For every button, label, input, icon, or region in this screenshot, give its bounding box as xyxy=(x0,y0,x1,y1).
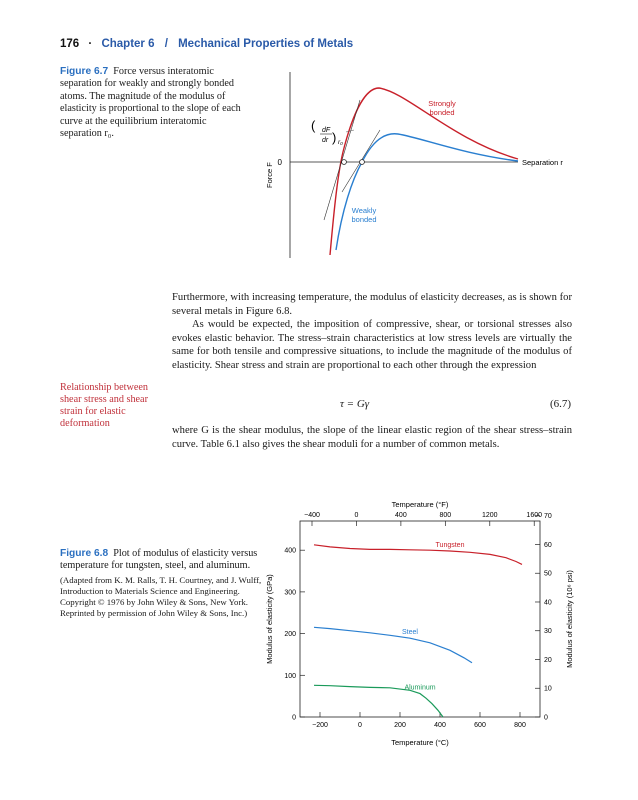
figure-6-8-label: Figure 6.8 xyxy=(60,548,109,559)
bottom-axis-title: Temperature (°C) xyxy=(391,738,449,747)
series-label-tungsten: Tungsten xyxy=(435,542,465,550)
strongly-bonded-label-2: bonded xyxy=(429,108,455,117)
right-tick-label: 70 xyxy=(544,513,552,521)
right-tick-label: 0 xyxy=(544,714,548,722)
equation-6-7: τ = Gγ xyxy=(340,398,370,410)
weakly-bonded-label-1: Weakly xyxy=(351,206,377,215)
right-tick-label: 40 xyxy=(544,599,552,607)
paragraph-2: As would be expected, the imposition of compressive, shear, or torsional stresses also evokes elastic behavior. The stress–strain characteristics at low stress levels are virtually the same for both tensile and compressive situations, to include the magnitude of the modulus of elasticity. Shear stress and strain are proportional to each other through the expression xyxy=(172,319,572,371)
paragraph-1: Furthermore, with increasing temperature, the modulus of elasticity decreases, as is shown for several metals in Figure 6.8. xyxy=(172,292,572,317)
figure-6-7-caption xyxy=(60,66,270,140)
force-axis-label: Force F xyxy=(265,162,274,188)
page-number: 176 xyxy=(60,38,80,50)
top-tick-label: 800 xyxy=(439,512,452,519)
header-slash: / xyxy=(164,38,168,50)
margin-note: Relationship between shear stress and shear strain for elastic deformation xyxy=(60,382,148,429)
x-tick-label: −200 xyxy=(312,722,328,729)
series-label-aluminum: Aluminum xyxy=(404,684,436,692)
y-tick-label: 300 xyxy=(284,589,296,597)
paragraph-3: where G is the shear modulus, the slope of the linear elastic region of the shear stress–strain curve. Table 6.1 also gives the shear moduli for a number of common metals. xyxy=(172,425,572,450)
series-line-steel xyxy=(314,627,472,663)
x-tick-label: 600 xyxy=(474,722,486,729)
x-tick-label: 400 xyxy=(434,722,446,729)
caption-line: curve at the equilibrium interatomic xyxy=(60,115,207,127)
right-axis-title: Modulus of elasticity (10⁶ psi) xyxy=(565,570,574,668)
figure-6-8-caption xyxy=(60,548,265,619)
deriv-pointer xyxy=(346,130,354,132)
top-tick-label: 0 xyxy=(354,512,359,519)
right-tick-label: 10 xyxy=(544,685,552,693)
figure-6-8-chart xyxy=(258,495,588,750)
series-label-steel: Steel xyxy=(402,629,418,637)
top-tick-label: 400 xyxy=(395,512,407,519)
origin-label: 0 xyxy=(277,158,282,167)
caption-line: separation r₀. xyxy=(60,128,114,140)
left-axis-title: Modulus of elasticity (GPa) xyxy=(265,574,274,664)
x-tick-label: 0 xyxy=(358,722,362,729)
strong-equilibrium-point xyxy=(342,160,347,165)
series-line-tungsten xyxy=(314,545,522,565)
body-text-top xyxy=(172,291,572,373)
deriv-close-paren: ) xyxy=(332,130,337,145)
caption-line: elasticity is proportional to the slope of each xyxy=(60,103,241,115)
y-tick-label: 200 xyxy=(284,631,296,639)
figure-6-8-credit: (Adapted from K. M. Ralls, T. H. Courtney, and J. Wulff, Introduction to Materials Science and Engineering. Copyright © 1976 by John Wiley & Sons, New York. Reprinted by permission of John Wiley & Sons, Inc.) xyxy=(60,574,262,618)
weakly-bonded-label-2: bonded xyxy=(351,215,377,224)
weak-equilibrium-point xyxy=(360,160,365,165)
equation-number: (6.7) xyxy=(550,398,572,410)
strong-tangent-line xyxy=(324,100,360,220)
strongly-bonded-curve xyxy=(330,88,518,255)
caption-line: atoms. The magnitude of the modulus of xyxy=(60,90,226,102)
body-text-bottom xyxy=(172,424,572,451)
y-tick-label: 400 xyxy=(284,547,296,555)
chapter-title: Mechanical Properties of Metals xyxy=(178,38,354,50)
deriv-subscript: r₀ xyxy=(338,139,343,146)
top-tick-label: 1200 xyxy=(481,512,498,519)
figure-6-8-caption-main: Plot of modulus of elasticity versus temperature for tungsten, steel, and aluminum. xyxy=(60,548,258,572)
separation-axis-label: Separation r xyxy=(522,158,563,167)
y-tick-label: 0 xyxy=(292,714,296,722)
caption-line: Force versus interatomic xyxy=(113,66,214,77)
caption-line: separation for weakly and strongly bonded xyxy=(60,78,234,90)
x-tick-label: 800 xyxy=(514,722,526,729)
strongly-bonded-label-1: Strongly xyxy=(428,99,456,108)
running-header xyxy=(60,38,353,50)
figure-6-7-diagram xyxy=(262,70,582,260)
y-tick-label: 100 xyxy=(284,672,296,680)
figure-6-7-label: Figure 6.7 xyxy=(60,66,109,77)
weakly-bonded-curve xyxy=(336,134,518,250)
top-tick-label: −400 xyxy=(304,512,320,519)
top-tick-label: 1600 xyxy=(526,512,543,519)
header-dot: · xyxy=(88,38,93,50)
deriv-denominator: dr xyxy=(322,137,329,144)
right-tick-label: 30 xyxy=(544,628,552,636)
right-tick-label: 50 xyxy=(544,570,552,578)
top-axis-title: Temperature (°F) xyxy=(391,500,449,509)
chapter-number: Chapter 6 xyxy=(101,38,155,50)
deriv-open-paren: ( xyxy=(311,118,316,133)
right-tick-label: 20 xyxy=(544,656,552,664)
deriv-numerator: dF xyxy=(322,127,331,134)
right-tick-label: 60 xyxy=(544,541,552,549)
x-tick-label: 200 xyxy=(394,722,406,729)
